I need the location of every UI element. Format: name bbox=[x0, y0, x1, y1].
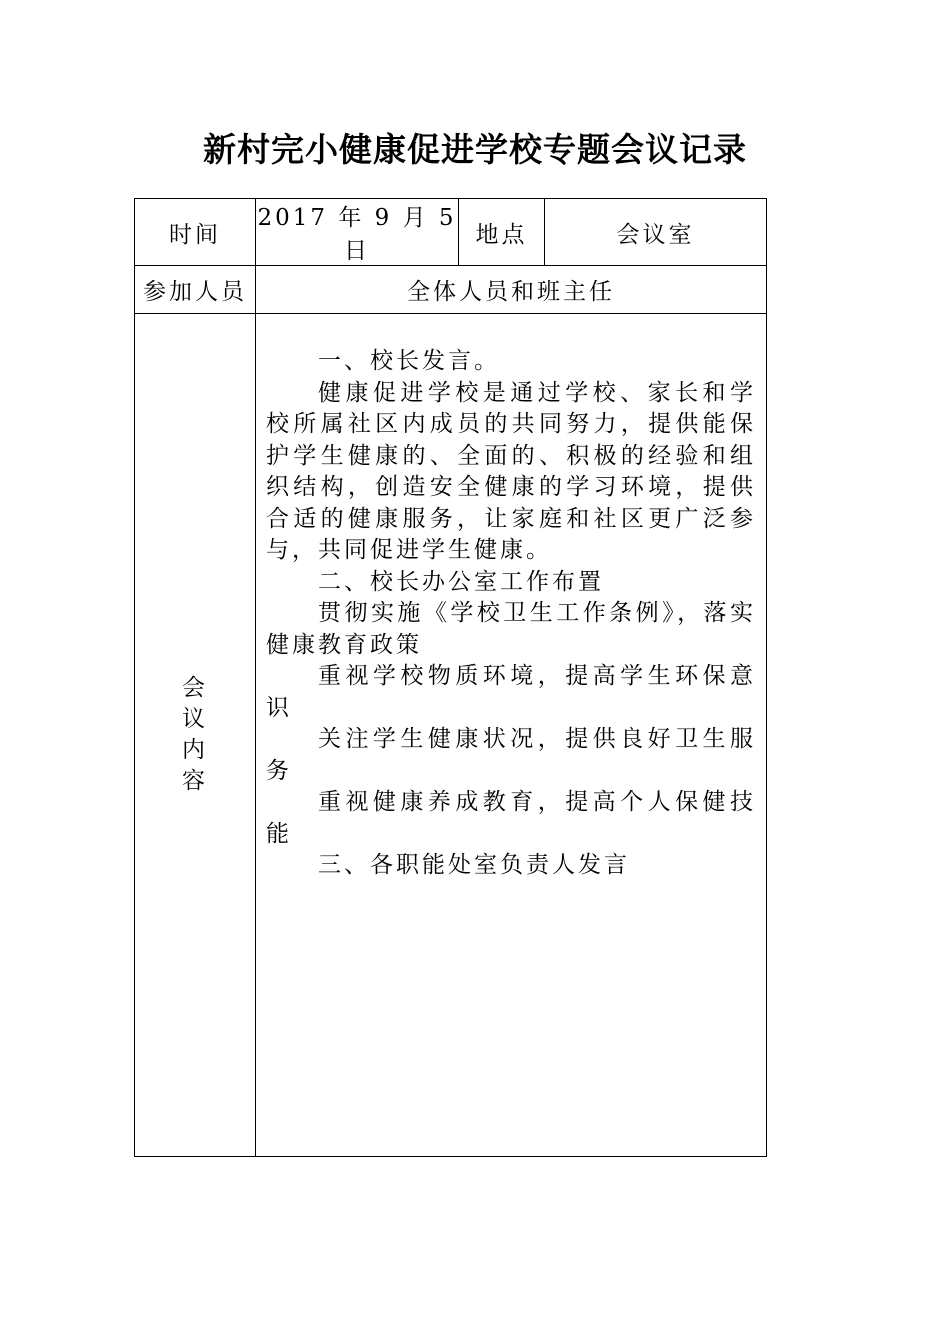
content-paragraph: 贯彻实施《学校卫生工作条例》，落实健康教育政策 bbox=[266, 600, 756, 658]
time-value: 2017 年 9 月 5 日 bbox=[256, 199, 459, 266]
content-paragraph: 重视健康养成教育，提高个人保健技能 bbox=[266, 789, 756, 847]
content-label bbox=[135, 314, 256, 1157]
meeting-record-table bbox=[134, 198, 767, 1157]
content-paragraph: 三、各职能处室负责人发言 bbox=[318, 852, 630, 878]
content-label-char: 内 bbox=[182, 737, 208, 763]
content-paragraph: 健康促进学校是通过学校、家长和学校所属社区内成员的共同努力，提供能保护学生健康的、全面的、积极的经验和组织结构，创造安全健康的学习环境，提供合适的健康服务，让家庭和社区更广泛参与，共同促进学生健康。 bbox=[266, 379, 756, 563]
content-paragraph: 一、校长发言。 bbox=[318, 348, 500, 374]
attendees-value: 全体人员和班主任 bbox=[256, 266, 767, 314]
content-paragraph: 关注学生健康状况，提供良好卫生服务 bbox=[266, 726, 756, 784]
location-value: 会议室 bbox=[545, 199, 767, 266]
content-row bbox=[135, 314, 767, 1157]
content-body bbox=[256, 314, 766, 882]
attendees-row bbox=[135, 266, 767, 314]
content-paragraph: 重视学校物质环境，提高学生环保意识 bbox=[266, 663, 756, 721]
content-label-char: 议 bbox=[182, 706, 208, 732]
attendees-label: 参加人员 bbox=[135, 266, 256, 314]
time-label: 时间 bbox=[135, 199, 256, 266]
document-title: 新村完小健康促进学校专题会议记录 bbox=[203, 130, 747, 169]
content-paragraph: 二、校长办公室工作布置 bbox=[318, 568, 604, 595]
location-label: 地点 bbox=[459, 199, 545, 266]
time-location-row bbox=[135, 199, 767, 266]
meeting-content bbox=[256, 314, 767, 1157]
content-label-char: 会 bbox=[182, 675, 208, 701]
content-label-char: 容 bbox=[182, 768, 208, 794]
